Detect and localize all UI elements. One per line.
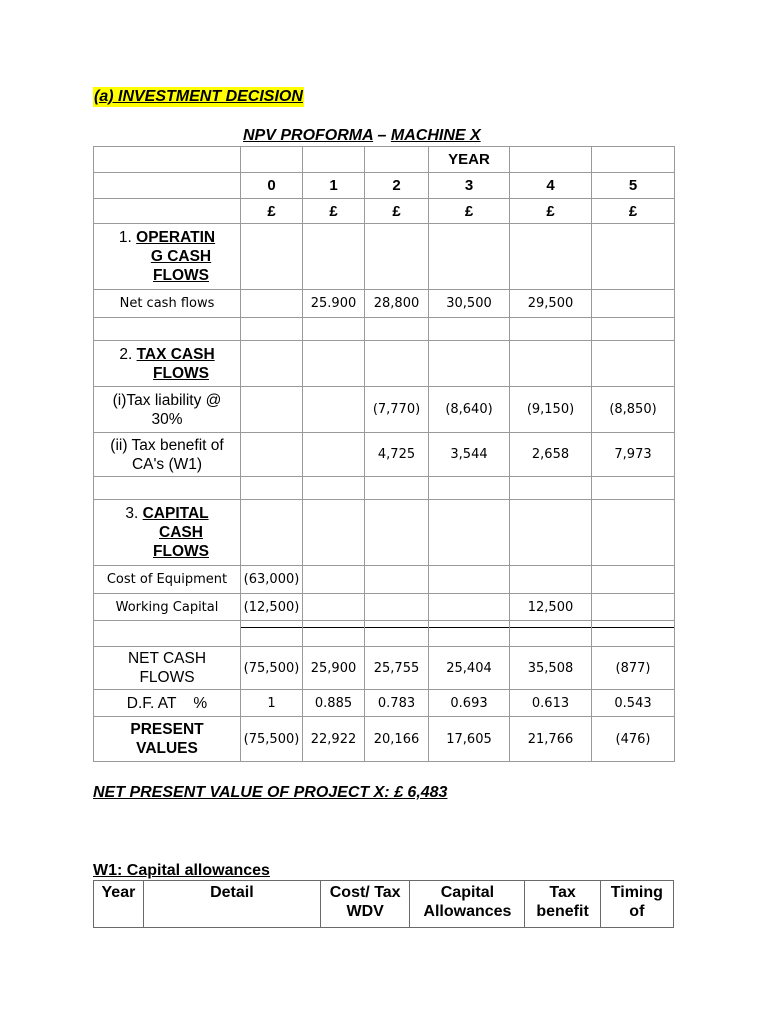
section-title: CASH <box>159 524 203 541</box>
table-row <box>94 647 675 690</box>
table-cell <box>510 500 592 566</box>
table-row <box>94 717 675 762</box>
value-cell <box>303 433 365 477</box>
table-row <box>94 147 675 173</box>
value-cell <box>510 566 592 594</box>
proforma-title <box>243 127 481 145</box>
proforma-title-prefix: NPV PROFORMA <box>243 127 374 144</box>
table-cell <box>592 318 675 341</box>
table-cell <box>365 224 429 290</box>
section-number: 3. <box>125 505 139 522</box>
tax-cash-flows-heading <box>94 341 241 387</box>
year-cell: 5 <box>592 173 675 199</box>
total-underline <box>303 627 364 628</box>
value-cell: 25,404 <box>429 647 510 690</box>
capital-cash-flows-heading <box>94 500 241 566</box>
table-row <box>94 500 675 566</box>
capital-allowances-table <box>93 880 674 928</box>
column-header: Cost/ Tax WDV <box>320 881 410 928</box>
currency-cell: £ <box>303 199 365 224</box>
row-label-discount-factor: D.F. AT % <box>94 690 241 717</box>
table-cell <box>365 147 429 173</box>
operating-cash-flows-heading <box>94 224 241 290</box>
value-cell: 29,500 <box>510 290 592 318</box>
total-underline-cell <box>510 621 592 647</box>
table-cell <box>241 341 303 387</box>
total-underline <box>365 627 428 628</box>
table-cell <box>510 477 592 500</box>
value-cell: 0.885 <box>303 690 365 717</box>
value-cell <box>429 566 510 594</box>
table-cell <box>429 318 510 341</box>
section-title: OPERATIN <box>136 229 216 246</box>
year-cell: 1 <box>303 173 365 199</box>
table-cell <box>365 318 429 341</box>
table-cell <box>429 224 510 290</box>
section-number: 1. <box>118 229 132 246</box>
year-cell: 0 <box>241 173 303 199</box>
table-row <box>94 621 675 647</box>
table-row <box>94 594 675 621</box>
year-cell: 2 <box>365 173 429 199</box>
table-cell <box>241 147 303 173</box>
table-row <box>94 387 675 433</box>
table-cell <box>241 224 303 290</box>
value-cell <box>303 594 365 621</box>
table-cell <box>510 341 592 387</box>
value-cell: 2,658 <box>510 433 592 477</box>
table-cell <box>94 199 241 224</box>
value-cell: 20,166 <box>365 717 429 762</box>
currency-cell: £ <box>510 199 592 224</box>
value-cell: (63,000) <box>241 566 303 594</box>
section-number: 2. <box>119 345 133 363</box>
section-title: FLOWS <box>153 364 209 382</box>
value-cell <box>365 594 429 621</box>
table-cell <box>94 621 241 647</box>
table-cell <box>94 477 241 500</box>
value-cell <box>241 290 303 318</box>
currency-cell: £ <box>429 199 510 224</box>
total-underline <box>592 627 674 628</box>
value-cell: (7,770) <box>365 387 429 433</box>
table-row <box>94 881 674 928</box>
value-cell <box>429 594 510 621</box>
value-cell: (12,500) <box>241 594 303 621</box>
row-label-working-capital: Working Capital <box>94 594 241 621</box>
value-cell: (476) <box>592 717 675 762</box>
value-cell: 25,900 <box>303 647 365 690</box>
section-title: FLOWS <box>153 543 209 560</box>
value-cell: 4,725 <box>365 433 429 477</box>
value-cell: 22,922 <box>303 717 365 762</box>
npv-conclusion: NET PRESENT VALUE OF PROJECT X: £ 6,483 <box>93 784 448 801</box>
table-cell <box>365 477 429 500</box>
table-row <box>94 199 675 224</box>
year-cell: 3 <box>429 173 510 199</box>
table-cell <box>365 500 429 566</box>
value-cell: 30,500 <box>429 290 510 318</box>
value-cell <box>592 566 675 594</box>
total-underline-cell <box>365 621 429 647</box>
value-cell <box>592 594 675 621</box>
value-cell: 3,544 <box>429 433 510 477</box>
table-cell <box>510 318 592 341</box>
value-cell: (75,500) <box>241 717 303 762</box>
table-row <box>94 318 675 341</box>
table-row <box>94 173 675 199</box>
section-title: G CASH <box>150 248 212 265</box>
table-row <box>94 566 675 594</box>
value-cell <box>241 387 303 433</box>
value-cell: 28,800 <box>365 290 429 318</box>
section-heading: (a) INVESTMENT DECISION <box>94 88 303 105</box>
table-cell <box>303 147 365 173</box>
table-cell <box>241 500 303 566</box>
section-title: CAPITAL <box>142 505 209 522</box>
value-cell: (75,500) <box>241 647 303 690</box>
column-header: Tax benefit <box>525 881 600 928</box>
table-cell <box>303 341 365 387</box>
table-row <box>94 690 675 717</box>
currency-cell: £ <box>241 199 303 224</box>
table-cell <box>94 147 241 173</box>
year-cell: 4 <box>510 173 592 199</box>
row-label-present-values: PRESENT VALUES <box>94 717 241 762</box>
table-row <box>94 224 675 290</box>
row-label-tax-benefit: (ii) Tax benefit of CA's (W1) <box>94 433 241 477</box>
table-cell <box>592 341 675 387</box>
table-cell <box>592 477 675 500</box>
total-underline-cell <box>429 621 510 647</box>
value-cell: 1 <box>241 690 303 717</box>
value-cell: 12,500 <box>510 594 592 621</box>
row-label-cost-of-equipment: Cost of Equipment <box>94 566 241 594</box>
table-cell <box>429 500 510 566</box>
table-cell <box>241 477 303 500</box>
total-underline-cell <box>241 621 303 647</box>
table-cell <box>241 318 303 341</box>
value-cell <box>592 290 675 318</box>
value-cell <box>303 387 365 433</box>
row-label-net-cash-flows-total: NET CASH FLOWS <box>94 647 241 690</box>
column-header: Timing of <box>600 881 673 928</box>
table-cell <box>592 500 675 566</box>
table-cell <box>510 224 592 290</box>
year-header: YEAR <box>429 147 510 173</box>
section-title: TAX CASH <box>136 345 215 363</box>
value-cell: 0.783 <box>365 690 429 717</box>
table-cell <box>429 477 510 500</box>
total-underline <box>429 627 509 628</box>
value-cell <box>241 433 303 477</box>
value-cell: 35,508 <box>510 647 592 690</box>
value-cell: (9,150) <box>510 387 592 433</box>
w1-title: W1: Capital allowances <box>93 862 270 879</box>
proforma-title-dash: – <box>373 127 391 144</box>
value-cell: 0.693 <box>429 690 510 717</box>
table-cell <box>429 341 510 387</box>
value-cell: 0.543 <box>592 690 675 717</box>
table-cell <box>94 173 241 199</box>
total-underline <box>241 627 302 628</box>
value-cell <box>365 566 429 594</box>
column-header: Year <box>94 881 144 928</box>
value-cell: 7,973 <box>592 433 675 477</box>
total-underline-cell <box>592 621 675 647</box>
row-label-tax-liability: (i)Tax liability @ 30% <box>94 387 241 433</box>
table-row <box>94 477 675 500</box>
table-cell <box>365 341 429 387</box>
table-cell <box>303 477 365 500</box>
table-cell <box>510 147 592 173</box>
npv-table <box>93 146 675 762</box>
table-cell <box>592 224 675 290</box>
total-underline-cell <box>303 621 365 647</box>
total-underline <box>510 627 591 628</box>
table-cell <box>303 224 365 290</box>
value-cell: 25.900 <box>303 290 365 318</box>
row-label-net-cash-flows: Net cash flows <box>94 290 241 318</box>
table-row <box>94 290 675 318</box>
currency-cell: £ <box>592 199 675 224</box>
value-cell: (8,640) <box>429 387 510 433</box>
value-cell: 0.613 <box>510 690 592 717</box>
value-cell: (8,850) <box>592 387 675 433</box>
value-cell: 21,766 <box>510 717 592 762</box>
currency-cell: £ <box>365 199 429 224</box>
proforma-title-suffix: MACHINE X <box>390 127 481 144</box>
table-row <box>94 433 675 477</box>
value-cell: (877) <box>592 647 675 690</box>
table-cell <box>303 318 365 341</box>
value-cell <box>303 566 365 594</box>
section-title: FLOWS <box>153 267 209 284</box>
column-header: Detail <box>143 881 320 928</box>
table-row <box>94 341 675 387</box>
table-cell <box>592 147 675 173</box>
value-cell: 17,605 <box>429 717 510 762</box>
column-header: Capital Allowances <box>410 881 525 928</box>
table-cell <box>94 318 241 341</box>
table-cell <box>303 500 365 566</box>
value-cell: 25,755 <box>365 647 429 690</box>
